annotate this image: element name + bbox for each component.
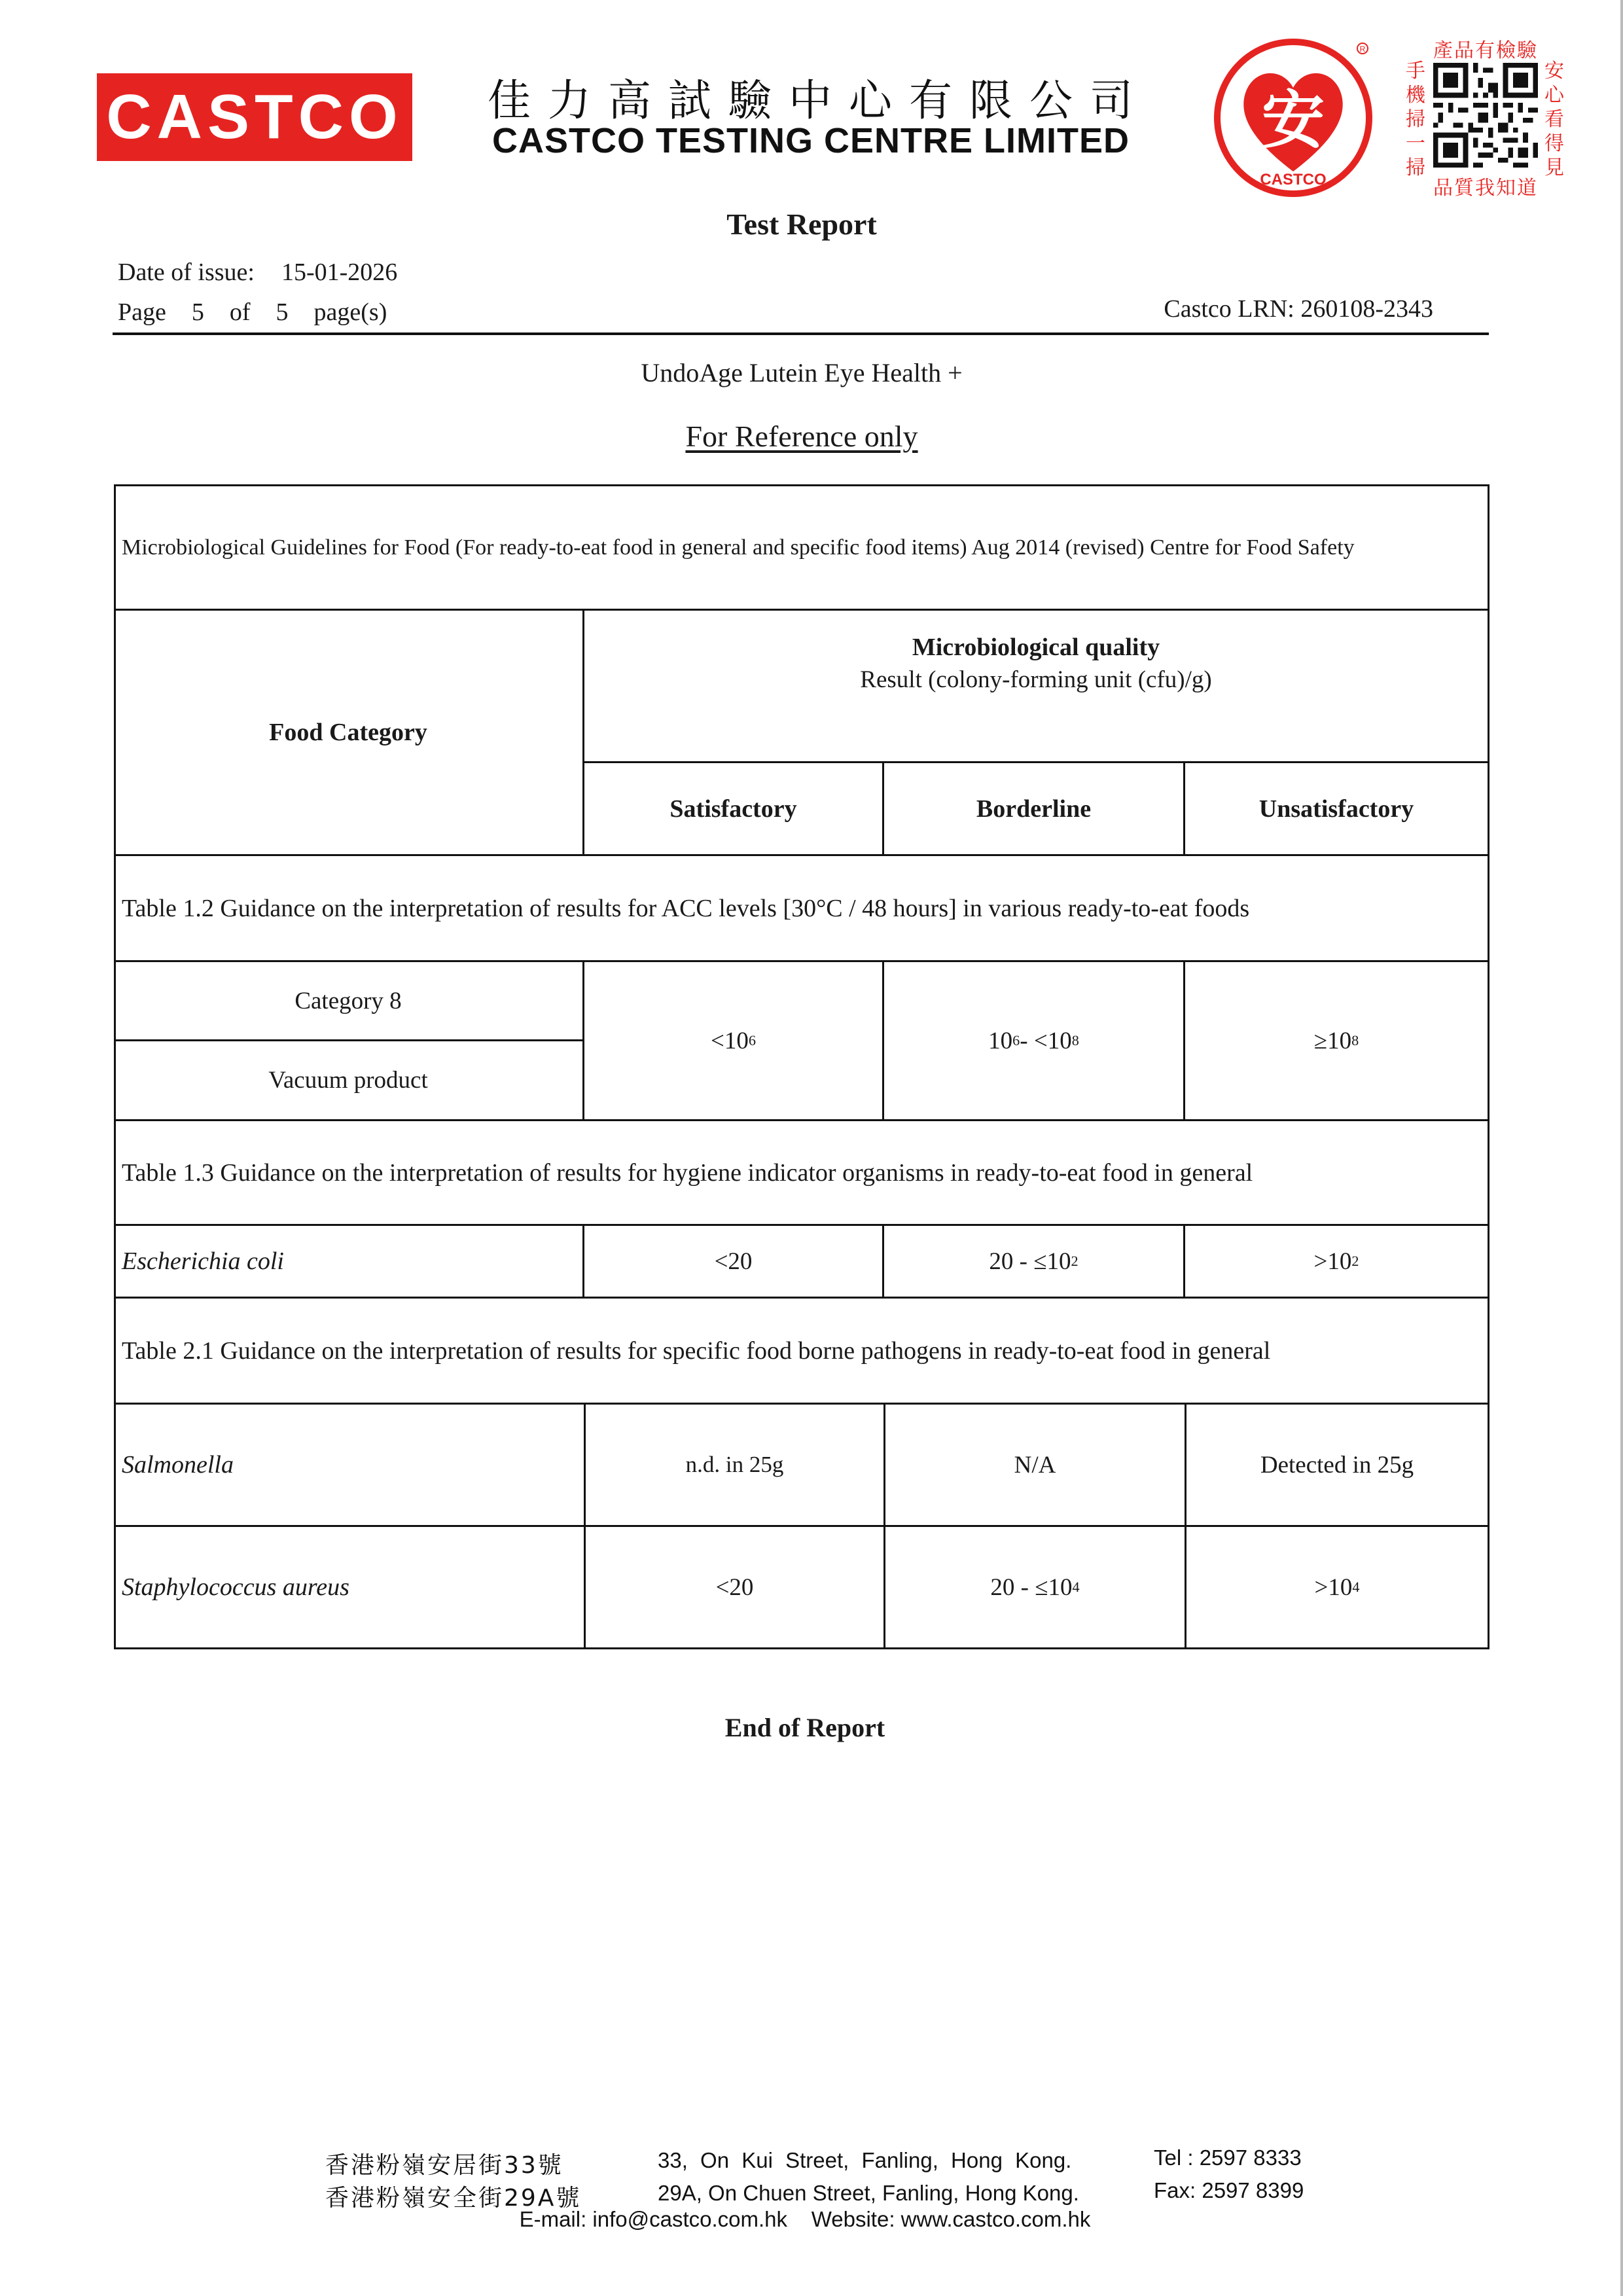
report-title: Test Report — [726, 207, 877, 241]
salmonella-borderline: N/A — [1014, 1451, 1056, 1479]
acc-satisfactory: <10 6 — [711, 1027, 756, 1054]
logo-text: CASTCO — [106, 82, 403, 152]
issue-date-label: Date of issue: — [118, 259, 255, 286]
page-total: 5 — [276, 298, 289, 326]
page-number: 5 — [191, 298, 204, 326]
telephone: Tel : 2597 8333 — [1154, 2145, 1302, 2170]
fax: Fax: 2597 8399 — [1154, 2178, 1304, 2202]
issue-date-value: 15-01-2026 — [281, 259, 398, 286]
vacuum-product: Vacuum product — [268, 1067, 428, 1094]
staph-unsatisfactory: >10 4 — [1314, 1573, 1360, 1601]
address-1-english: 33, On Kui Street, Fanling, Hong Kong. — [658, 2148, 1072, 2172]
salmonella-unsatisfactory: Detected in 25g — [1260, 1451, 1414, 1479]
page-of-label: of — [229, 298, 251, 326]
category-8: Category 8 — [294, 987, 402, 1014]
end-of-report: End of Report — [724, 1713, 885, 1742]
microbiological-guideline-table — [114, 484, 1489, 1649]
microbiological-quality-header — [584, 611, 1488, 761]
company-name-english: CASTCO TESTING CENTRE LIMITED — [492, 121, 1130, 160]
address-2-english: 29A, On Chuen Street, Fanling, Hong Kong. — [658, 2181, 1079, 2205]
seal-icon — [1211, 34, 1378, 198]
e-coli-label: Escherichia coli — [122, 1247, 284, 1275]
reference-text: For Reference only — [685, 420, 918, 453]
acc-borderline: 10 6 - <10 8 — [988, 1027, 1079, 1054]
qr-slogan-top: 產品有檢驗 — [1433, 39, 1538, 62]
address-2-chinese: 香港粉嶺安全街29A號 — [325, 2185, 582, 2212]
qr-slogan-right: 安心看得見 — [1544, 60, 1564, 179]
food-category-header: Food Category — [269, 719, 427, 746]
table-1-3-caption: Table 1.3 Guidance on the interpretation of results for hygiene indicator organisms in ready-to-eat food in general — [122, 1158, 1253, 1187]
castco-logo — [97, 73, 412, 161]
table-2-1-caption: Table 2.1 Guidance on the interpretation of results for specific food borne pathogens in ready-to-eat food in general — [122, 1336, 1271, 1365]
qr-slogan-left: 手機掃一掃 — [1406, 60, 1425, 179]
staph-borderline: 20 - ≤10 4 — [990, 1573, 1080, 1601]
issue-date-row — [118, 258, 397, 287]
salmonella-label: Salmonella — [122, 1451, 234, 1479]
staph-aureus-label: Staphylococcus aureus — [122, 1573, 349, 1601]
pages-label: page(s) — [313, 298, 387, 326]
qr-code-icon — [1433, 63, 1538, 168]
svg-text:R: R — [1359, 45, 1366, 54]
lrn-label: Castco LRN: — [1164, 295, 1294, 323]
page-number-row — [118, 298, 387, 327]
page-edge — [1620, 0, 1623, 2296]
guideline-source: Microbiological Guidelines for Food (For ready-to-eat food in general and specific food items) Aug 2014 (revised) Centre for Food Safety — [122, 535, 1355, 560]
unsatisfactory-header: Unsatisfactory — [1258, 795, 1414, 823]
borderline-header: Borderline — [976, 795, 1092, 823]
seal-glyph: 安 — [1262, 84, 1325, 157]
quality-title: Microbiological quality — [912, 634, 1160, 661]
reference-note — [0, 419, 1603, 454]
salmonella-satisfactory: n.d. in 25g — [685, 1452, 784, 1477]
product-name: UndoAge Lutein Eye Health + — [641, 358, 963, 387]
address-1-chinese: 香港粉嶺安居街33號 — [325, 2152, 563, 2179]
header-divider — [113, 332, 1489, 335]
e-coli-unsatisfactory: >10 2 — [1313, 1247, 1359, 1275]
staph-satisfactory: <20 — [715, 1573, 754, 1601]
table-1-2-caption: Table 1.2 Guidance on the interpretation of results for ACC levels [30°C / 48 hours] in various ready-to-eat foods — [122, 894, 1250, 922]
qr-slogan-bottom: 品質我知道 — [1433, 177, 1538, 200]
e-coli-borderline: 20 - ≤10 2 — [989, 1247, 1079, 1275]
e-coli-satisfactory: <20 — [714, 1247, 753, 1275]
lrn-row — [1164, 295, 1433, 323]
satisfactory-header: Satisfactory — [669, 795, 797, 823]
acc-unsatisfactory: ≥10 8 — [1313, 1027, 1359, 1054]
company-name-chinese: 佳力高試驗中心有限公司 — [488, 75, 1150, 126]
seal-label: CASTCO — [1260, 171, 1327, 188]
lrn-value: 260108-2343 — [1300, 295, 1433, 323]
contact-line: E-mail: info@castco.com.hk Website: www.castco.com.hk — [519, 2207, 1091, 2231]
page-label: Page — [118, 298, 166, 326]
quality-subtitle: Result (colony-forming unit (cfu)/g) — [860, 666, 1212, 693]
